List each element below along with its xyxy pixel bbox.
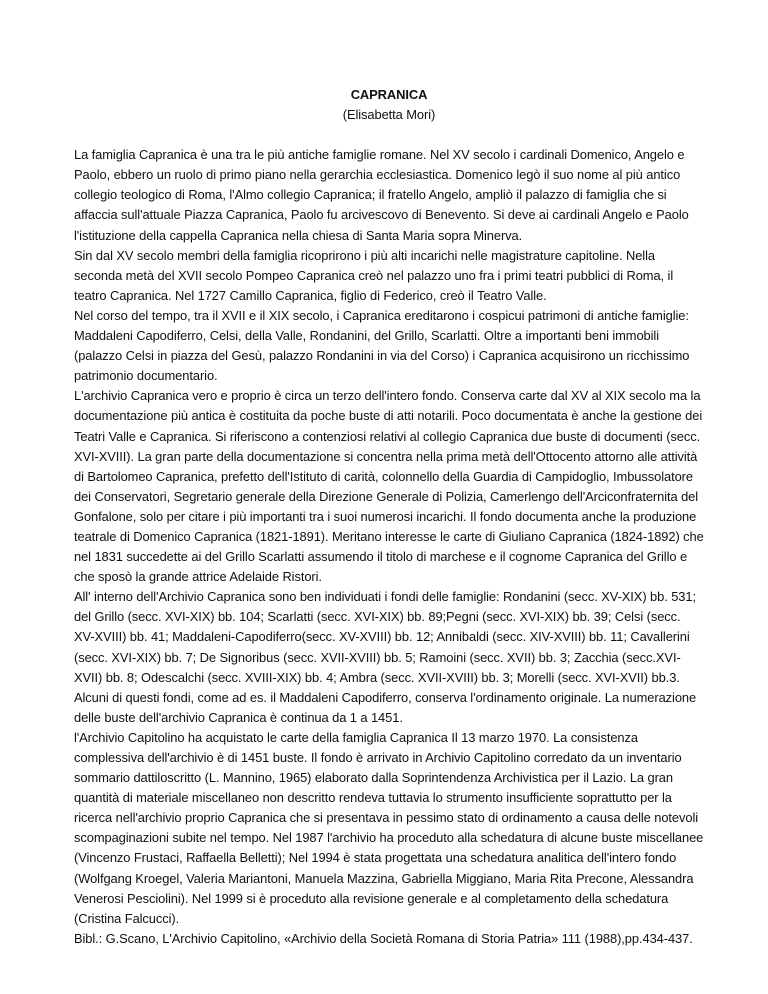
paragraph-acquisition: l'Archivio Capitolino ha acquistato le carte della famiglia Capranica Il 13 marzo 1970. La consistenza complessiva dell'archivio è di 1451 buste. Il fondo è arrivato in Archivio Capitolino corredato da un inventario sommario dattiloscritto (L. Mannino, 1965) elaborato dalla Soprintendenza Archivistica per il Lazio. La gran quantità di materiale miscellaneo non descritto rendeva tuttavia lo strumento insufficiente soprattutto per la ricerca nell'archivio proprio Capranica che si presentava in pessimo stato di ordinamento a causa delle notevoli scompaginazioni subite nel tempo. Nel 1987 l'archivio ha proceduto alla schedatura di alcune buste miscellanee (Vincenzo Frustaci, Raffaella Belletti); Nel 1994 è stata progettata una schedatura analitica dell'intero fondo (Wolfgang Kroegel, Valeria Mariantoni, Manuela Mazzina, Gabriella Miggiano, Maria Rita Precone, Alessandra Venerosi Pesciolini). Nel 1999 si è proceduto alla revisione generale e al completamento della schedatura (Cristina Falcucci).: [74, 729, 704, 926]
paragraph-family-history: La famiglia Capranica è una tra le più antiche famiglie romane. Nel XV secolo i cardinali Domenico, Angelo e Paolo, ebbero un ruolo di primo piano nella gerarchia ecclesiastica. Domenico legò il suo nome al più antico collegio teologico di Roma, l'Almo collegio Capranica; il fratello Angelo, ampliò il palazzo di famiglia che si affaccia sull'attuale Piazza Capranica, Paolo fu arcivescovo di Benevento. Si deve ai cardinali Angelo e Paolo l'istituzione della cappella Capranica nella chiesa di Santa Maria sopra Minerva.: [74, 147, 689, 243]
document-title: CAPRANICA: [350, 87, 428, 102]
paragraph-bibliography: Bibl.: G.Scano, L'Archivio Capitolino, «Archivio della Società Romana di Storia Patria» 111 (1988),pp.434-437.: [74, 930, 693, 946]
document-author: (Elisabetta Mori): [342, 107, 436, 123]
document-page: [74, 85, 704, 949]
paragraph-inheritance: Nel corso del tempo, tra il XVII e il XIX secolo, i Capranica ereditarono i cospicui patrimoni di antiche famiglie: Maddaleni Capodiferro, Celsi, della Valle, Rondanini, del Grillo, Scarlatti. Oltre a importanti beni immobili (palazzo Celsi in piazza del Gesù, palazzo Rondanini in via del Corso) i Capranica acquisirono un ricchissimo patrimonio documentario.: [74, 307, 690, 384]
paragraph-magistrature: Sin dal XV secolo membri della famiglia ricoprirono i più alti incarichi nelle magistrature capitoline. Nella seconda metà del XVII secolo Pompeo Capranica creò nel palazzo uno fra i primi teatri pubblici di Roma, il teatro Capranica. Nel 1727 Camillo Capranica, figlio di Federico, creò il Teatro Valle.: [74, 247, 674, 303]
paragraph-family-fonds: All' interno dell'Archivio Capranica sono ben individuati i fondi delle famiglie: Rondanini (secc. XV-XIX) bb. 531; del Grillo (secc. XVI-XIX) bb. 104; Scarlatti (secc. XVI-XIX) bb. 89;Pegni (secc. XVI-XIX) bb. 39; Celsi (secc. XV-XVIII) bb. 41; Maddaleni-Capodiferro(secc. XV-XVIII) bb. 12; Annibaldi (secc. XIV-XVIII) bb. 11; Cavallerini (secc. XVI-XIX) bb. 7; De Signoribus (secc. XVII-XVIII) bb. 5; Ramoini (secc. XVII) bb. 3; Zacchia (secc.XVI-XVII) bb. 8; Odescalchi (secc. XVIII-XIX) bb. 4; Ambra (secc. XVII-XVIII) bb. 3; Morelli (secc. XVI-XVII) bb.3. Alcuni di questi fondi, come ad es. il Maddaleni Capodiferro, conserva l'ordinamento originale. La numerazione delle buste dell'archivio Capranica è continua da 1 a 1451.: [74, 589, 697, 725]
paragraph-archive-contents: L'archivio Capranica vero e proprio è circa un terzo dell'intero fondo. Conserva carte dal XV al XIX secolo ma la documentazione più antica è costituita da poche buste di atti notarili. Poco documentata è anche la gestione dei Teatri Valle e Capranica. Si riferiscono a contenziosi relativi al collegio Capranica due buste di documenti (secc. XVI-XVIII). La gran parte della documentazione si concentra nella prima metà dell'Ottocento attorno alle attività di Bartolomeo Capranica, prefetto dell'Istituto di carità, colonnello della Guardia di Campidoglio, Imbussolatore dei Conservatori, Segretario generale della Direzione Generale di Polizia, Camerlengo dell'Arciconfraternita del Gonfalone, solo per citare i più importanti tra i suoi numerosi incarichi. Il fondo documenta anche la produzione teatrale di Domenico Capranica (1821-1891). Meritano interesse le carte di Giuliano Capranica (1824-1892) che nel 1831 succedette ai del Grillo Scarlatti assumendo il titolo di marchese e il cognome Capranica del Grillo e che sposò la grande attrice Adelaide Ristori.: [74, 388, 704, 585]
